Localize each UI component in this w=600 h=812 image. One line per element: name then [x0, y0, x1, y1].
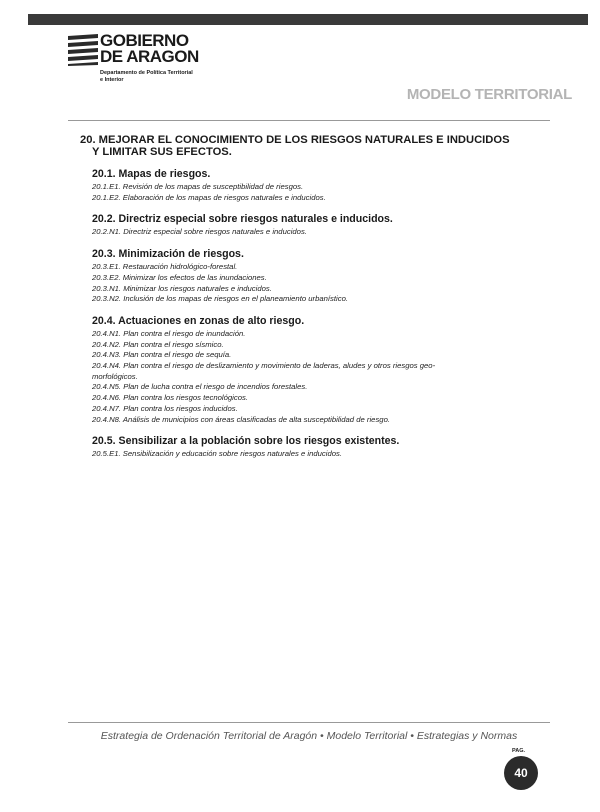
list-item: 20.4.N4. Plan contra el riesgo de deslizamiento y movimiento de laderas, aludes y otros riesgos geo- [92, 361, 436, 371]
header-divider [68, 120, 550, 121]
section-title-20-3: 20.3. Minimización de riesgos. [92, 248, 244, 261]
logo-department-line-1: Departamento de Política Territorial [100, 70, 193, 76]
list-item: 20.4.N8. Análisis de municipios con áreas clasificadas de alta susceptibilidad de riesgo. [92, 414, 390, 424]
logo-line-1: GOBIERNO [100, 31, 189, 50]
footer-text: Estrategia de Ordenación Territorial de Aragón • Modelo Territorial • Estrategias y Normas [100, 730, 518, 742]
main-heading-line-2: Y LIMITAR SUS EFECTOS. [92, 146, 232, 158]
list-item: 20.4.N6. Plan contra los riesgos tecnológicos. [92, 393, 248, 403]
page-number-badge [504, 756, 538, 790]
list-item: 20.1.E1. Revisión de los mapas de susceptibilidad de riesgos. [92, 182, 304, 191]
list-item: 20.5.E1. Sensibilización y educación sobre riesgos naturales e inducidos. [92, 449, 342, 459]
section-20-4 [92, 315, 540, 425]
list-item: 20.4.N7. Plan contra los riesgos inducidos. [92, 403, 238, 413]
footer-divider [68, 722, 550, 723]
list-item: 20.4.N2. Plan contra el riesgo sísmico. [92, 339, 224, 349]
list-item: 20.3.N1. Minimizar los riesgos naturales e inducidos. [92, 283, 272, 293]
main-heading [80, 134, 540, 158]
section-title-20-4: 20.4. Actuaciones en zonas de alto riesgo. [92, 314, 305, 327]
list-item: morfológicos. [92, 371, 138, 381]
list-item: 20.4.N5. Plan de lucha contra el riesgo de incendios forestales. [92, 382, 308, 392]
section-20-5 [92, 435, 540, 460]
logo-line-2: DE ARAGON [100, 47, 199, 66]
section-title-20-2: 20.2. Directriz especial sobre riesgos naturales e inducidos. [92, 213, 393, 226]
page-number: 40 [514, 766, 528, 780]
top-bar [28, 14, 588, 25]
page-label: PAG. [512, 748, 526, 754]
list-item: 20.3.E2. Minimizar los efectos de las inundaciones. [92, 272, 267, 282]
logo-department-line-2: e Interior [100, 76, 124, 83]
list-item: 20.1.E2. Elaboración de los mapas de riesgos naturales e inducidos. [92, 192, 326, 202]
list-item: 20.4.N3. Plan contra el riesgo de sequía. [92, 350, 232, 360]
list-item: 20.2.N1. Directriz especial sobre riesgos naturales e inducidos. [92, 227, 307, 237]
section-20-3 [92, 248, 540, 305]
list-item: 20.3.E1. Restauración hidrológico-forestal. [92, 262, 238, 272]
list-item: 20.3.N2. Inclusión de los mapas de riesgos en el planeamiento urbanístico. [92, 294, 348, 304]
main-heading-line-1: 20. MEJORAR EL CONOCIMIENTO DE LOS RIESGOS NATURALES E INDUCIDOS [80, 134, 510, 146]
section-title: MODELO TERRITORIAL [406, 86, 572, 103]
main-content [80, 134, 540, 470]
logo-department [100, 70, 193, 83]
section-title-20-1: 20.1. Mapas de riesgos. [92, 168, 211, 180]
aragon-stripes-icon [68, 34, 98, 66]
section-title-20-5: 20.5. Sensibilizar a la población sobre los riesgos existentes. [92, 435, 400, 448]
section-20-1 [92, 168, 540, 203]
section-20-2 [92, 213, 540, 238]
list-item: 20.4.N1. Plan contra el riesgo de inundación. [92, 328, 246, 338]
gobierno-aragon-logo [68, 32, 248, 94]
